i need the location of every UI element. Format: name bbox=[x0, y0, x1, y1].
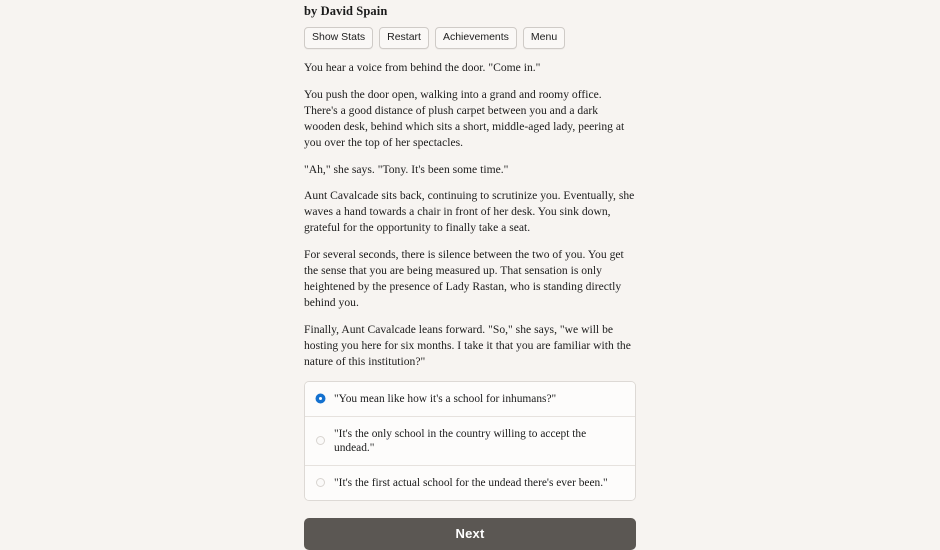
choice-option-label: "It's the first actual school for the undead there's ever been." bbox=[334, 476, 608, 489]
author-byline: by David Spain bbox=[304, 4, 388, 18]
menu-button[interactable]: Menu bbox=[523, 27, 565, 49]
choice-option[interactable] bbox=[305, 466, 635, 500]
story-paragraph: Finally, Aunt Cavalcade leans forward. "So," she says, "we will be hosting you here for six months. I take it that you are familiar with the nature of this institution?" bbox=[304, 322, 631, 368]
achievements-button[interactable]: Achievements bbox=[435, 27, 517, 49]
story-column bbox=[304, 0, 636, 550]
radio-icon[interactable] bbox=[316, 478, 325, 487]
story-paragraph: For several seconds, there is silence between the two of you. You get the sense that you are being measured up. That sensation is only heightened by the presence of Lady Rastan, who is standing directly behind you. bbox=[304, 248, 624, 309]
radio-icon-selected[interactable] bbox=[316, 394, 325, 403]
choice-option-label: "You mean like how it's a school for inhumans?" bbox=[334, 392, 557, 405]
story-paragraph: You push the door open, walking into a grand and roomy office. There's a good distance of plush carpet between you and a dark wooden desk, behind which sits a short, middle-aged lady, peering at you over the top of her spectacles. bbox=[304, 87, 625, 149]
game-toolbar bbox=[304, 27, 636, 49]
story-text bbox=[304, 60, 636, 370]
next-button[interactable]: Next bbox=[304, 518, 636, 550]
show-stats-button[interactable]: Show Stats bbox=[304, 27, 373, 49]
radio-icon[interactable] bbox=[316, 436, 325, 445]
choice-option[interactable] bbox=[305, 417, 635, 466]
choice-list bbox=[304, 381, 636, 501]
story-paragraph: Aunt Cavalcade sits back, continuing to scrutinize you. Eventually, she waves a hand towards a chair in front of her desk. You sink down, grateful for the opportunity to finally take a seat. bbox=[304, 189, 635, 235]
choice-option[interactable] bbox=[305, 382, 635, 417]
story-paragraph: You hear a voice from behind the door. "Come in." bbox=[304, 61, 541, 74]
restart-button[interactable]: Restart bbox=[379, 27, 429, 49]
choice-option-label: "It's the only school in the country willing to accept the undead." bbox=[334, 427, 587, 454]
story-paragraph: "Ah," she says. "Tony. It's been some time." bbox=[304, 162, 509, 176]
